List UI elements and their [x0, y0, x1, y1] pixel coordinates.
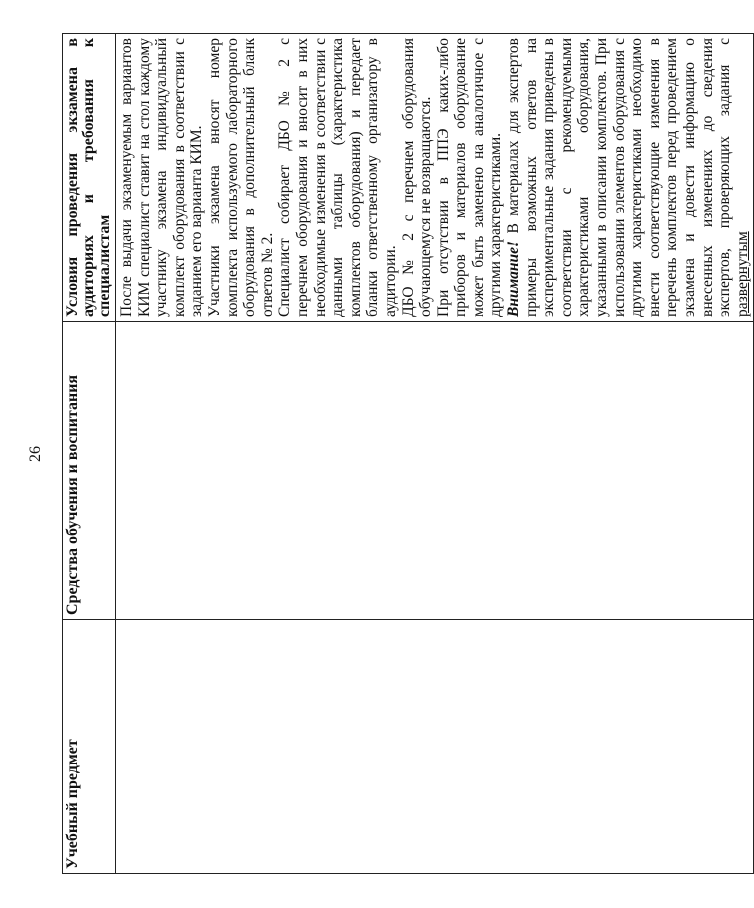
paragraph-not-returned: ДБО № 2 с перечнем оборудования обучающемуся не возвращаются.: [399, 38, 435, 317]
attention-text: В материалах для экспертов примеры возможных ответов на экспериментальные задания приведены в соответствии с рекомендуемыми характеристиками оборудования, указанными в описании комплектов. При использовании элементов оборудования с другими характеристиками необходимо внести соответствующие изменения в перечень комплектов перед проведением экзамена и довести информацию о внесенных изменениях до сведения экспертов, проверяющих задания с: [505, 38, 734, 317]
means-cell: [116, 322, 754, 620]
rotated-page-content: [62, 34, 751, 874]
table-row: [116, 34, 754, 874]
paragraph-replacement: При отсутствии в ППЭ каких-либо приборов и материалов оборудование может быть заменено на аналогичное с другими характеристиками.: [434, 38, 505, 317]
paragraph-kit-number: Участники экзамена вносят номер комплекта используемого лабораторного оборудования в дополнительный бланк ответов № 2.: [205, 38, 276, 317]
attention-underlined: развернутым: [733, 231, 751, 317]
paragraph-issue-kits: После выдачи экзаменуемым вариантов КИМ специалист ставит на стол каждому участнику экзамена индивидуальный комплект оборудования в соответствии с заданием его варианта КИМ.: [118, 38, 206, 317]
attention-label: Внимание!: [505, 240, 523, 317]
paragraph-attention: [505, 38, 751, 317]
header-subject: Учебный предмет: [63, 620, 116, 874]
paragraph-collect-dbo: Специалист собирает ДБО № 2 с перечнем оборудования и вносит в них необходимые изменения в соответствии с данными таблицы (характеристика комплектов оборудования) и передает бланки ответственному организатору в аудитории.: [276, 38, 399, 317]
header-means: Средства обучения и воспитания: [63, 322, 116, 620]
header-conditions: Условия проведения экзамена в аудиториях и требования к специалистам: [63, 34, 116, 322]
page-number: 26: [27, 446, 44, 462]
document-table: [62, 33, 754, 874]
subject-cell: [116, 620, 754, 874]
table-header-row: [63, 34, 116, 874]
conditions-cell: [116, 34, 754, 322]
